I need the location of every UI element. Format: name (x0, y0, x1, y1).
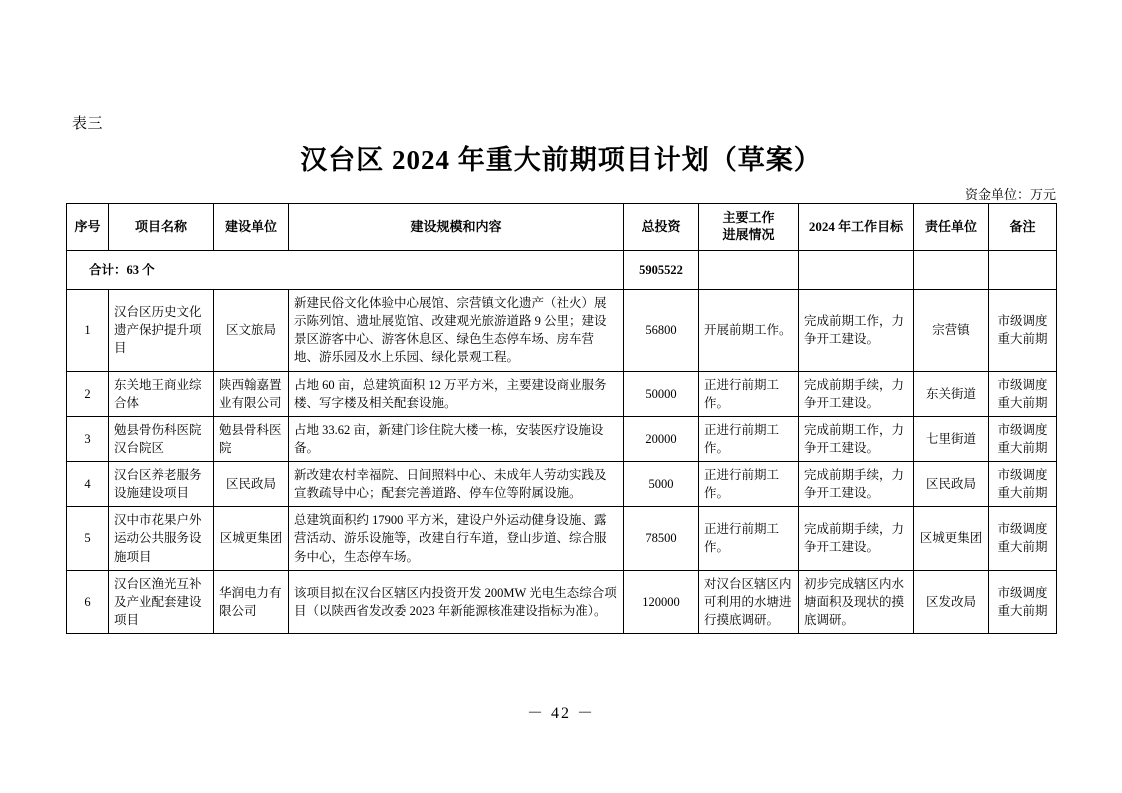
total-investment: 5905522 (624, 251, 699, 290)
row-progress: 对汉台区辖区内可利用的水塘进行摸底调研。 (699, 570, 799, 633)
header-project-name: 项目名称 (109, 204, 214, 251)
row-remark: 市级调度重大前期 (989, 507, 1057, 570)
row-2024-goal: 完成前期手续，力争开工建设。 (799, 371, 914, 416)
row-build-unit: 华润电力有限公司 (214, 570, 289, 633)
row-scale-content: 占地 60 亩，总建筑面积 12 万平方米，主要建设商业服务楼、写字楼及相关配套设施。 (289, 371, 624, 416)
row-remark: 市级调度重大前期 (989, 416, 1057, 461)
row-remark: 市级调度重大前期 (989, 462, 1057, 507)
row-build-unit: 区文旅局 (214, 290, 289, 372)
row-progress: 正进行前期工作。 (699, 416, 799, 461)
row-project-name: 东关地王商业综合体 (109, 371, 214, 416)
header-scale-content: 建设规模和内容 (289, 204, 624, 251)
header-progress-line2: 进展情况 (722, 227, 775, 242)
header-progress (699, 204, 799, 251)
total-responsible (914, 251, 989, 290)
row-scale-content: 占地 33.62 亩，新建门诊住院大楼一栋，安装医疗设施设备。 (289, 416, 624, 461)
row-responsible-unit: 七里街道 (914, 416, 989, 461)
row-no: 5 (67, 507, 109, 570)
row-progress: 开展前期工作。 (699, 290, 799, 372)
header-no: 序号 (67, 204, 109, 251)
row-scale-content: 新建民俗文化体验中心展馆、宗营镇文化遗产（社火）展示陈列馆、遗址展览馆、改建观光旅游道路 9 公里；建设景区游客中心、游客休息区、绿色生态停车场、房车营地、游乐园及水上乐园、绿化景观工程。 (289, 290, 624, 372)
row-project-name: 汉中市花果户外运动公共服务设施项目 (109, 507, 214, 570)
table-row (67, 290, 1057, 372)
table-label: 表三 (72, 116, 104, 132)
row-responsible-unit: 区民政局 (914, 462, 989, 507)
row-2024-goal: 完成前期工作，力争开工建设。 (799, 290, 914, 372)
row-remark: 市级调度重大前期 (989, 570, 1057, 633)
table-row (67, 570, 1057, 633)
row-build-unit: 勉县骨科医院 (214, 416, 289, 461)
row-scale-content: 总建筑面积约 17900 平方米，建设户外运动健身设施、露营活动、游乐设施等，改建自行车道，登山步道、综合服务中心，生态停车场。 (289, 507, 624, 570)
header-total-investment: 总投资 (624, 204, 699, 251)
row-project-name: 汉台区历史文化遗产保护提升项目 (109, 290, 214, 372)
header-2024-goal: 2024 年工作目标 (799, 204, 914, 251)
row-responsible-unit: 东关街道 (914, 371, 989, 416)
row-total-investment: 56800 (624, 290, 699, 372)
total-remark (989, 251, 1057, 290)
table-row (67, 462, 1057, 507)
page-title: 汉台区 2024 年重大前期项目计划（草案） (300, 145, 822, 175)
row-remark: 市级调度重大前期 (989, 371, 1057, 416)
unit-note: 资金单位：万元 (964, 187, 1056, 202)
row-2024-goal: 完成前期手续，力争开工建设。 (799, 507, 914, 570)
header-responsible-unit: 责任单位 (914, 204, 989, 251)
row-project-name: 勉县骨伤科医院汉台院区 (109, 416, 214, 461)
row-2024-goal: 完成前期手续，力争开工建设。 (799, 462, 914, 507)
row-build-unit: 陕西翰嘉置业有限公司 (214, 371, 289, 416)
row-progress: 正进行前期工作。 (699, 507, 799, 570)
header-build-unit: 建设单位 (214, 204, 289, 251)
row-responsible-unit: 区发改局 (914, 570, 989, 633)
row-build-unit: 区城更集团 (214, 507, 289, 570)
total-progress (699, 251, 799, 290)
table-header-row (67, 204, 1057, 251)
header-progress-line1: 主要工作 (722, 210, 775, 226)
total-goal (799, 251, 914, 290)
row-progress: 正进行前期工作。 (699, 462, 799, 507)
row-no: 6 (67, 570, 109, 633)
row-progress: 正进行前期工作。 (699, 371, 799, 416)
total-row (67, 251, 1057, 290)
row-total-investment: 120000 (624, 570, 699, 633)
table-row (67, 507, 1057, 570)
row-project-name: 汉台区渔光互补及产业配套建设项目 (109, 570, 214, 633)
row-2024-goal: 完成前期工作，力争开工建设。 (799, 416, 914, 461)
row-responsible-unit: 宗营镇 (914, 290, 989, 372)
row-no: 3 (67, 416, 109, 461)
page-number: － 42 － (526, 705, 595, 722)
row-project-name: 汉台区养老服务设施建设项目 (109, 462, 214, 507)
row-2024-goal: 初步完成辖区内水塘面积及现状的摸底调研。 (799, 570, 914, 633)
row-total-investment: 78500 (624, 507, 699, 570)
row-total-investment: 20000 (624, 416, 699, 461)
row-build-unit: 区民政局 (214, 462, 289, 507)
row-scale-content: 新改建农村幸福院、日间照料中心、未成年人劳动实践及宣教疏导中心；配套完善道路、停车位等附属设施。 (289, 462, 624, 507)
table-row (67, 416, 1057, 461)
header-remark: 备注 (989, 204, 1057, 251)
row-no: 2 (67, 371, 109, 416)
total-label: 合计：63 个 (67, 251, 624, 290)
row-no: 1 (67, 290, 109, 372)
row-scale-content: 该项目拟在汉台区辖区内投资开发 200MW 光电生态综合项目（以陕西省发改委 2023 年新能源核准建设指标为准）。 (289, 570, 624, 633)
row-no: 4 (67, 462, 109, 507)
row-responsible-unit: 区城更集团 (914, 507, 989, 570)
table-row (67, 371, 1057, 416)
row-remark: 市级调度重大前期 (989, 290, 1057, 372)
project-plan-table (66, 203, 1057, 634)
row-total-investment: 50000 (624, 371, 699, 416)
row-total-investment: 5000 (624, 462, 699, 507)
